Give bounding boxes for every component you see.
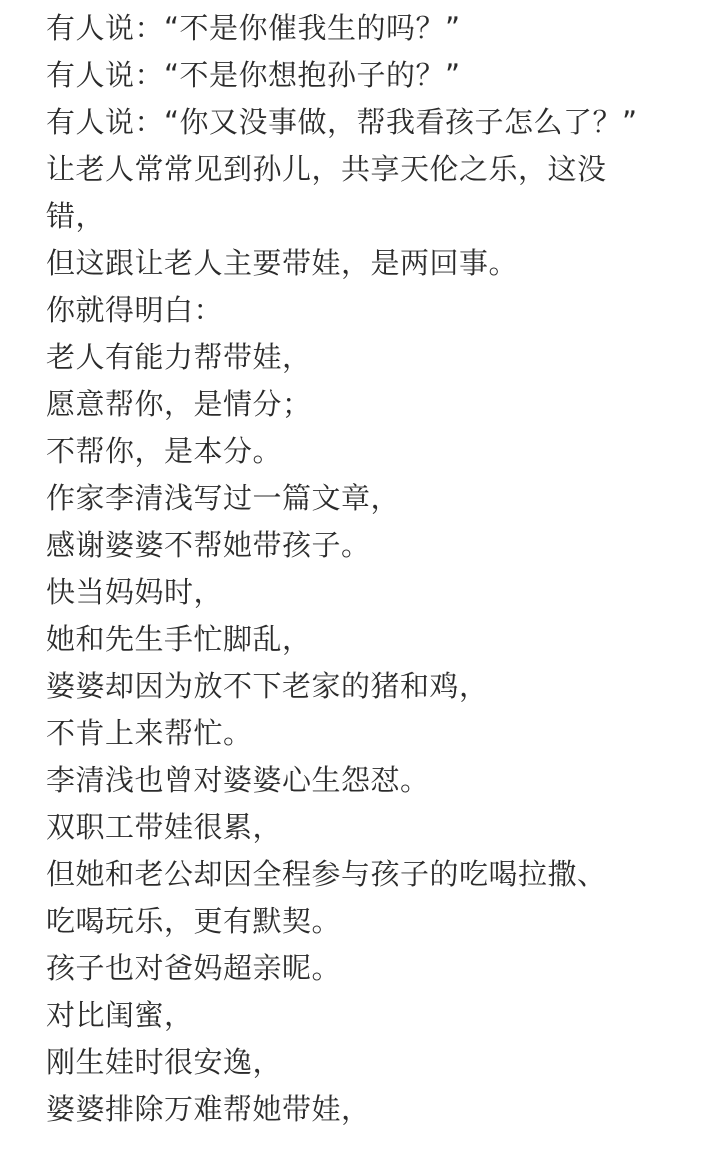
text-line: 感谢婆婆不帮她带孩子。 bbox=[46, 528, 371, 562]
text-line: 让老人常常见到孙儿，共享天伦之乐，这没 bbox=[46, 152, 607, 186]
text-line: 有人说：“不是你催我生的吗？” bbox=[46, 11, 461, 45]
text-line: 双职工带娃很累， bbox=[46, 810, 283, 844]
text-line: 她和先生手忙脚乱， bbox=[46, 622, 312, 656]
text-line: 对比闺蜜， bbox=[46, 998, 194, 1032]
text-line: 不帮你，是本分。 bbox=[46, 434, 283, 468]
text-line: 错， bbox=[46, 199, 106, 233]
text-line: 愿意帮你，是情分； bbox=[46, 387, 312, 421]
text-line: 有人说：“你又没事做，帮我看孩子怎么了？” bbox=[46, 105, 638, 139]
text-line: 李清浅也曾对婆婆心生怨怼。 bbox=[46, 763, 430, 797]
text-line: 婆婆却因为放不下老家的猪和鸡， bbox=[46, 669, 489, 703]
text-line: 孩子也对爸妈超亲昵。 bbox=[46, 951, 342, 985]
text-line: 但这跟让老人主要带娃，是两回事。 bbox=[46, 246, 519, 280]
text-line: 作家李清浅写过一篇文章， bbox=[46, 481, 401, 515]
text-line: 吃喝玩乐，更有默契。 bbox=[46, 904, 342, 938]
text-line: 你就得明白： bbox=[46, 293, 224, 327]
text-line: 老人有能力帮带娃， bbox=[46, 340, 312, 374]
text-line: 婆婆排除万难帮她带娃， bbox=[46, 1092, 371, 1126]
text-line: 快当妈妈时， bbox=[46, 575, 224, 609]
text-line: 但她和老公却因全程参与孩子的吃喝拉撒、 bbox=[46, 857, 607, 891]
text-line: 有人说：“不是你想抱孙子的？” bbox=[46, 58, 461, 92]
text-line: 不肯上来帮忙。 bbox=[46, 716, 253, 750]
text-line: 刚生娃时很安逸， bbox=[46, 1045, 283, 1079]
